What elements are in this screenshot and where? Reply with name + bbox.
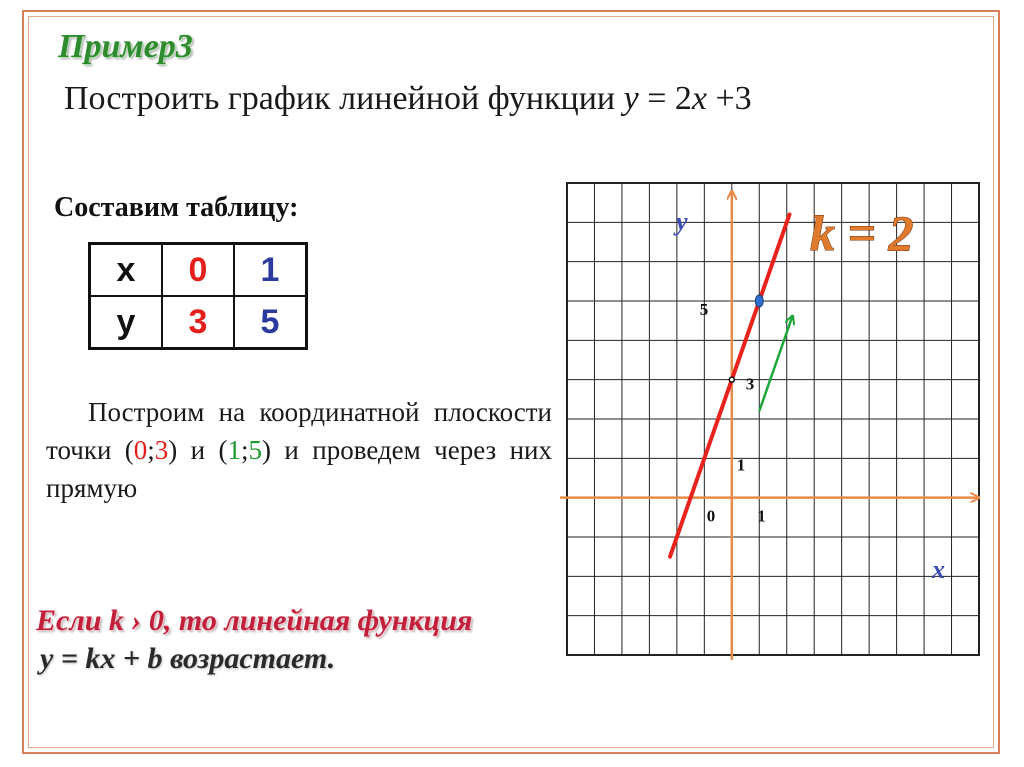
desc-sep1: ;: [147, 435, 155, 465]
table-cell-y2: 5: [234, 296, 307, 349]
task-end: +3: [707, 80, 752, 117]
table-cell-x-label: x: [90, 244, 163, 297]
desc-part3: ) и проведем через них прямую: [46, 435, 552, 503]
task-statement: [64, 80, 752, 118]
table-cell-x1: 0: [162, 244, 234, 297]
task-prefix: Построить график линейной функции: [64, 80, 624, 117]
task-x: x: [691, 80, 707, 117]
description-text: [46, 393, 552, 507]
rule-statement: [36, 602, 472, 678]
slide-heading: Пример3: [58, 28, 193, 65]
x-axis-label: x: [932, 555, 945, 584]
task-y: y: [623, 80, 639, 117]
tick-label: 3: [745, 374, 755, 394]
k-annotation: k = 2: [810, 205, 914, 261]
desc-point1-x: 0: [133, 435, 148, 465]
desc-sep2: ;: [241, 435, 249, 465]
desc-point1-y: 3: [154, 435, 169, 465]
point-1-5: [755, 295, 763, 307]
coordinate-plane: [560, 180, 985, 665]
desc-part1: Построим на координатной плоскости точки (: [46, 397, 552, 465]
rule-line1: Если k › 0, то линейная функция: [36, 604, 473, 637]
table-cell-y-label: y: [90, 296, 163, 349]
task-mid: = 2: [638, 80, 692, 117]
tick-label: 5: [699, 300, 709, 319]
table-row: [90, 296, 307, 349]
table-row: [90, 244, 307, 297]
desc-point2-y: 5: [248, 435, 263, 465]
desc-part2: ) и (: [168, 435, 228, 465]
tick-label: 1: [757, 506, 766, 526]
tick-label: 1: [736, 455, 746, 475]
y-axis-label: y: [676, 207, 688, 236]
value-table: [88, 242, 308, 350]
point-0-3: [729, 377, 734, 382]
desc-point2-x: 1: [227, 435, 242, 465]
table-subheading: Составим таблицу:: [54, 192, 299, 223]
rule-line2: y = kx + b возрастает.: [40, 642, 336, 675]
origin-label: 0: [706, 506, 716, 526]
table-cell-x2: 1: [234, 244, 307, 297]
table-cell-y1: 3: [162, 296, 234, 349]
